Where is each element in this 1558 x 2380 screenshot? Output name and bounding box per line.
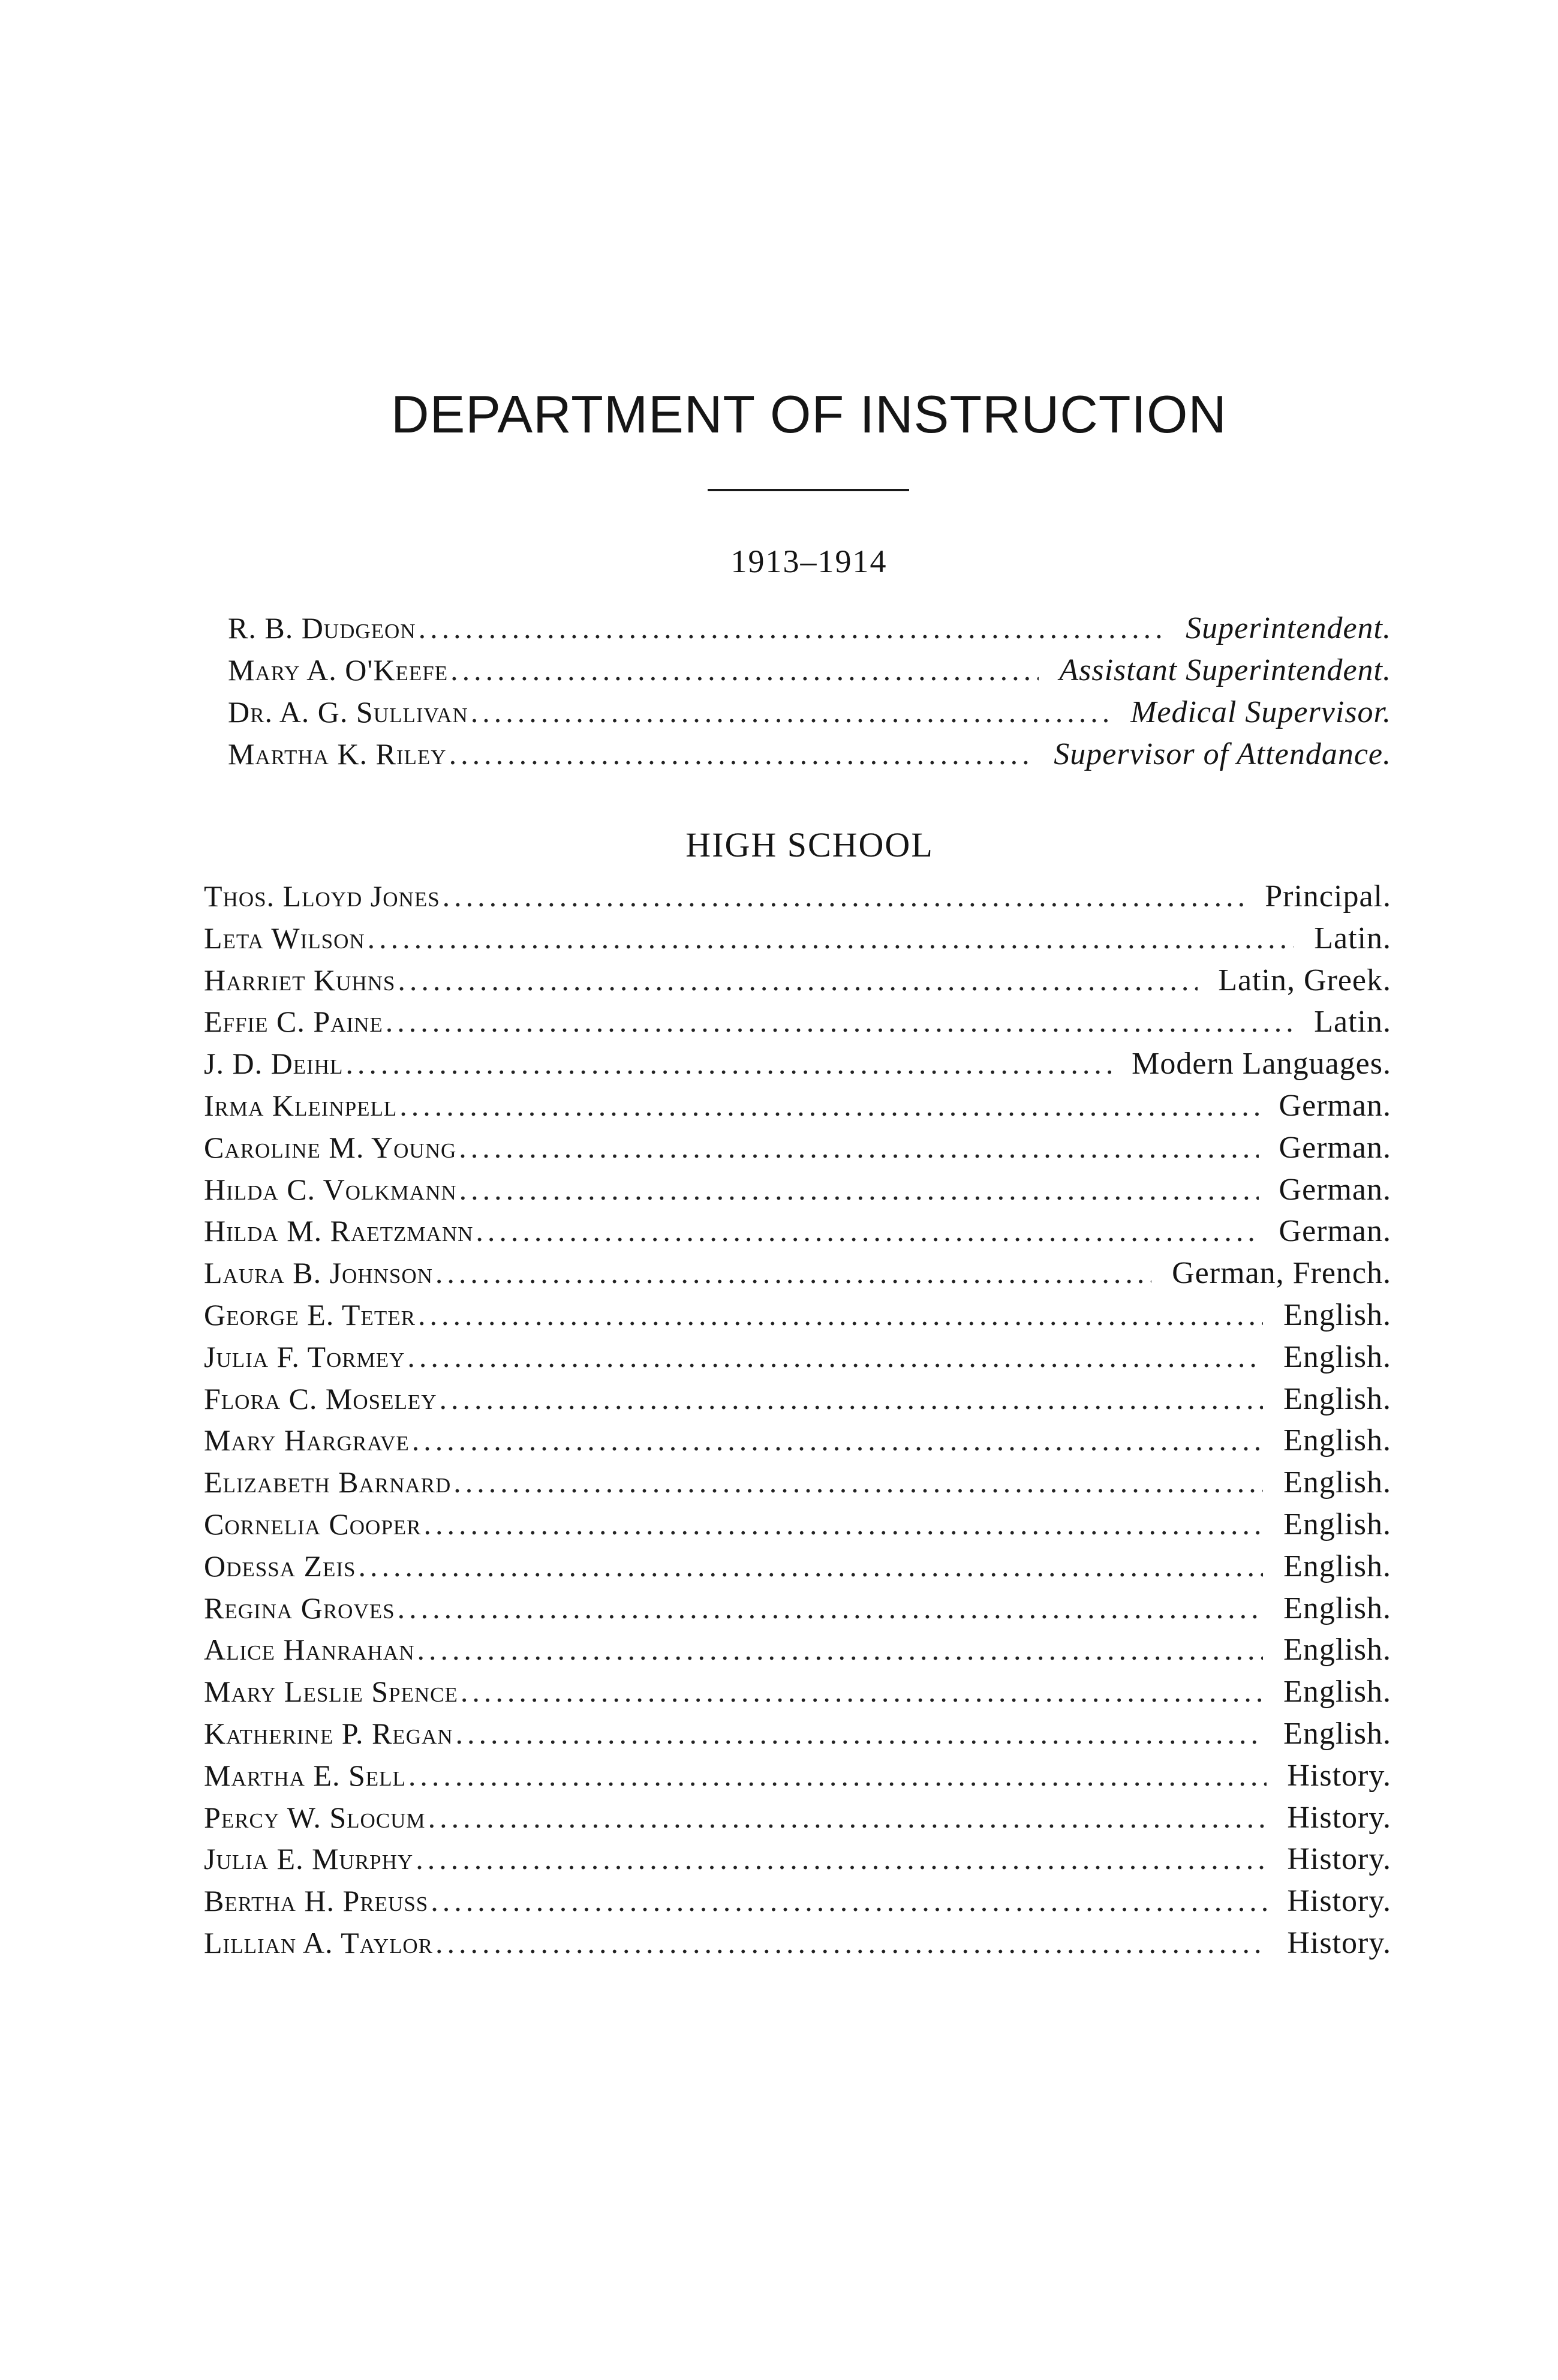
staff-name: Flora C. Moseley <box>204 1381 437 1416</box>
dot-leader <box>431 1883 1267 1918</box>
staff-name: Dr. A. G. Sullivan <box>228 695 468 729</box>
staff-name: Percy W. Slocum <box>204 1800 426 1834</box>
staff-name: Katherine P. Regan <box>204 1716 453 1750</box>
staff-row <box>204 1841 1391 1883</box>
staff-name: Thos. Lloyd Jones <box>204 879 440 913</box>
staff-role: German. <box>1279 1214 1391 1249</box>
staff-role: Superintendent. <box>1186 611 1391 645</box>
staff-role: English. <box>1283 1591 1391 1625</box>
staff-name: Hilda M. Raetzmann <box>204 1214 474 1248</box>
staff-role: English. <box>1283 1339 1391 1374</box>
dot-leader <box>428 1800 1267 1835</box>
staff-name: Irma Kleinpell <box>204 1088 398 1122</box>
staff-row <box>204 1465 1391 1507</box>
staff-name: George E. Teter <box>204 1297 416 1332</box>
staff-name: Odessa Zeis <box>204 1549 356 1583</box>
staff-role: History. <box>1287 1800 1391 1835</box>
dot-leader <box>440 1381 1264 1416</box>
staff-row <box>204 1800 1391 1842</box>
staff-name: Laura B. Johnson <box>204 1256 433 1290</box>
staff-row <box>204 1297 1391 1339</box>
staff-row <box>204 879 1391 921</box>
dot-leader <box>456 1716 1264 1751</box>
staff-role: Medical Supervisor. <box>1130 695 1391 729</box>
dot-leader <box>386 1004 1294 1039</box>
staff-role: Principal. <box>1265 879 1391 913</box>
dot-leader <box>359 1549 1264 1583</box>
staff-name: Mary Leslie Spence <box>204 1675 458 1709</box>
dot-leader <box>450 653 1039 687</box>
staff-row <box>204 1130 1391 1172</box>
staff-row <box>204 1213 1391 1255</box>
high-school-staff-list <box>204 879 1391 1967</box>
staff-name: R. B. Dudgeon <box>228 611 416 645</box>
dot-leader <box>419 611 1166 645</box>
dot-leader <box>459 1130 1258 1165</box>
dot-leader <box>408 1758 1267 1793</box>
staff-name: Mary A. O'Keefe <box>228 653 449 687</box>
staff-name: Lillian A. Taylor <box>204 1925 433 1960</box>
staff-row <box>228 695 1391 737</box>
staff-name: Martha E. Sell <box>204 1758 406 1792</box>
staff-name: Elizabeth Barnard <box>204 1465 452 1499</box>
staff-name: Martha K. Riley <box>228 737 447 771</box>
staff-role: English. <box>1283 1423 1391 1458</box>
staff-name: J. D. Deihl <box>204 1047 344 1081</box>
staff-row <box>204 1172 1391 1214</box>
dot-leader <box>399 1088 1258 1123</box>
staff-row <box>204 1423 1391 1465</box>
staff-role: Latin. <box>1314 921 1391 955</box>
staff-role: German. <box>1279 1172 1391 1207</box>
high-school-heading: HIGH SCHOOL <box>685 825 934 864</box>
staff-role: German, French. <box>1172 1256 1391 1291</box>
staff-role: English. <box>1283 1465 1391 1500</box>
staff-row <box>204 1674 1391 1716</box>
staff-role: History. <box>1287 1758 1391 1793</box>
staff-row <box>204 1088 1391 1130</box>
staff-row <box>204 921 1391 963</box>
staff-role: English. <box>1283 1297 1391 1332</box>
staff-role: Modern Languages. <box>1132 1047 1391 1081</box>
dot-leader <box>453 1465 1263 1499</box>
dot-leader <box>407 1339 1263 1374</box>
staff-row <box>204 963 1391 1005</box>
dot-leader <box>471 695 1110 729</box>
dot-leader <box>424 1507 1264 1541</box>
staff-name: Caroline M. Young <box>204 1130 457 1164</box>
title-divider <box>708 489 909 491</box>
staff-name: Leta Wilson <box>204 921 365 955</box>
staff-role: History. <box>1287 1925 1391 1960</box>
staff-name: Hilda C. Volkmann <box>204 1172 457 1206</box>
staff-row <box>204 1591 1391 1633</box>
dot-leader <box>345 1046 1111 1081</box>
staff-role: English. <box>1283 1381 1391 1416</box>
dot-leader <box>443 879 1245 913</box>
staff-row <box>204 1004 1391 1046</box>
staff-role: English. <box>1283 1549 1391 1583</box>
staff-role: German. <box>1279 1130 1391 1165</box>
staff-name: Regina Groves <box>204 1591 395 1625</box>
staff-row <box>228 653 1391 695</box>
staff-row <box>204 1339 1391 1381</box>
staff-name: Alice Hanrahan <box>204 1633 415 1667</box>
staff-role: English. <box>1283 1675 1391 1709</box>
staff-name: Harriet Kuhns <box>204 963 396 997</box>
staff-role: Assistant Superintendent. <box>1059 653 1391 687</box>
staff-row <box>204 1381 1391 1423</box>
dot-leader <box>398 1591 1264 1625</box>
dot-leader <box>398 963 1198 997</box>
staff-role: English. <box>1283 1507 1391 1541</box>
staff-role: Supervisor of Attendance. <box>1054 737 1391 771</box>
dot-leader <box>461 1674 1263 1709</box>
staff-row <box>228 611 1391 653</box>
staff-role: Latin, Greek. <box>1218 963 1391 997</box>
dot-leader <box>435 1925 1267 1960</box>
staff-row <box>228 737 1391 779</box>
staff-name: Julia F. Tormey <box>204 1339 405 1374</box>
staff-role: Latin. <box>1314 1005 1391 1039</box>
staff-row <box>204 1507 1391 1549</box>
administration-list <box>228 611 1391 779</box>
dot-leader <box>417 1632 1263 1667</box>
staff-role: German. <box>1279 1088 1391 1123</box>
school-year: 1913–1914 <box>730 543 888 579</box>
staff-row <box>204 1632 1391 1674</box>
dot-leader <box>449 737 1034 771</box>
staff-row <box>204 1758 1391 1800</box>
dot-leader <box>412 1423 1263 1458</box>
staff-name: Cornelia Cooper <box>204 1507 422 1541</box>
dot-leader <box>416 1841 1267 1876</box>
staff-row <box>204 1255 1391 1297</box>
staff-row <box>204 1883 1391 1925</box>
dot-leader <box>418 1297 1263 1332</box>
staff-row <box>204 1046 1391 1088</box>
dot-leader <box>435 1255 1151 1290</box>
staff-name: Mary Hargrave <box>204 1423 410 1458</box>
dot-leader <box>476 1213 1258 1248</box>
staff-name: Effie C. Paine <box>204 1005 383 1039</box>
staff-row <box>204 1716 1391 1758</box>
staff-row <box>204 1925 1391 1967</box>
staff-name: Julia E. Murphy <box>204 1842 414 1876</box>
staff-role: English. <box>1283 1716 1391 1751</box>
dot-leader <box>459 1172 1259 1207</box>
staff-role: History. <box>1287 1884 1391 1919</box>
staff-role: English. <box>1283 1633 1391 1667</box>
staff-role: History. <box>1287 1842 1391 1877</box>
staff-name: Bertha H. Preuss <box>204 1884 429 1918</box>
page-title: DEPARTMENT OF INSTRUCTION <box>391 384 1227 444</box>
staff-row <box>204 1549 1391 1591</box>
dot-leader <box>368 921 1294 955</box>
